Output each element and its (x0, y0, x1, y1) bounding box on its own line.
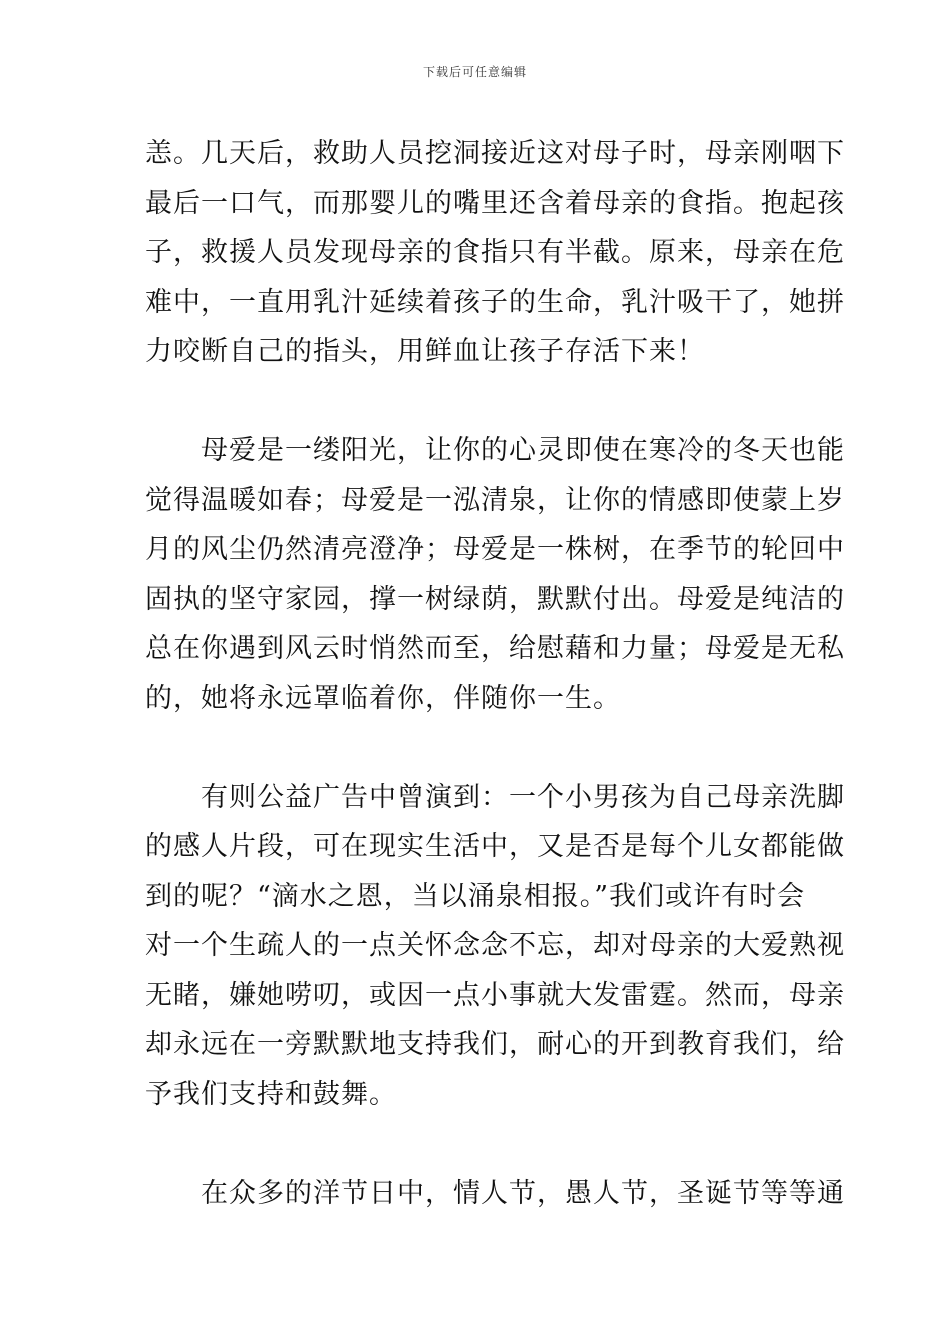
text-line: 母爱是一缕阳光，让你的心灵即使在寒冷的冬天也能 (201, 435, 845, 466)
page-header: 下载后可任意编辑 (422, 65, 527, 79)
paragraph (145, 1169, 845, 1219)
text-line: 到的呢？“滴水之恩，当以涌泉相报。”我们或许有时会 (145, 880, 806, 912)
paragraph-gap (145, 377, 815, 427)
text-line: 无睹，嫌她唠叨，或因一点小事就大发雷霆。然而，母亲 (145, 979, 845, 1011)
text-line: 月的风尘仍然清亮澄净；母爱是一株树，在季节的轮回中 (145, 534, 845, 565)
text-line: 恙。几天后，救助人员挖洞接近这对母子时，母亲刚咽下 (145, 138, 845, 169)
paragraph (145, 129, 845, 377)
text-line: 有则公益广告中曾演到：一个小男孩为自己母亲洗脚 (201, 781, 845, 813)
text-line: 力咬断自己的指头，用鲜血让孩子存活下来！ (145, 336, 705, 367)
paragraph-gap (145, 723, 815, 773)
text-line: 对一个生疏人的一点关怀念念不忘，却对母亲的大爱熟视 (145, 930, 845, 961)
text-line: 子，救援人员发现母亲的食指只有半截。原来，母亲在危 (145, 237, 845, 268)
text-line: 最后一口气，而那婴儿的嘴里还含着母亲的食指。抱起孩 (145, 187, 845, 219)
text-line: 予我们支持和鼓舞。 (145, 1078, 397, 1110)
paragraph (145, 426, 845, 723)
text-line: 却永远在一旁默默地支持我们，耐心的开到教育我们，给 (145, 1029, 845, 1060)
text-line: 的，她将永远罩临着你，伴随你一生。 (145, 682, 621, 714)
text-line: 觉得温暖如春；母爱是一泓清泉，让你的情感即使蒙上岁 (145, 484, 845, 516)
document-body (145, 129, 845, 1218)
text-line: 难中，一直用乳汁延续着孩子的生命，乳汁吸干了，她拼 (145, 286, 845, 318)
paragraph (145, 773, 845, 1120)
text-line: 在众多的洋节日中，情人节，愚人节，圣诞节等等通 (201, 1177, 845, 1209)
paragraph-gap (145, 1119, 815, 1169)
text-line: 固执的坚守家园，撑一树绿荫，默默付出。母爱是纯洁的 (145, 583, 845, 615)
text-line: 总在你遇到风云时悄然而至，给慰藉和力量；母爱是无私 (145, 633, 845, 664)
text-line: 的感人片段，可在现实生活中，又是否是每个儿女都能做 (145, 831, 845, 862)
